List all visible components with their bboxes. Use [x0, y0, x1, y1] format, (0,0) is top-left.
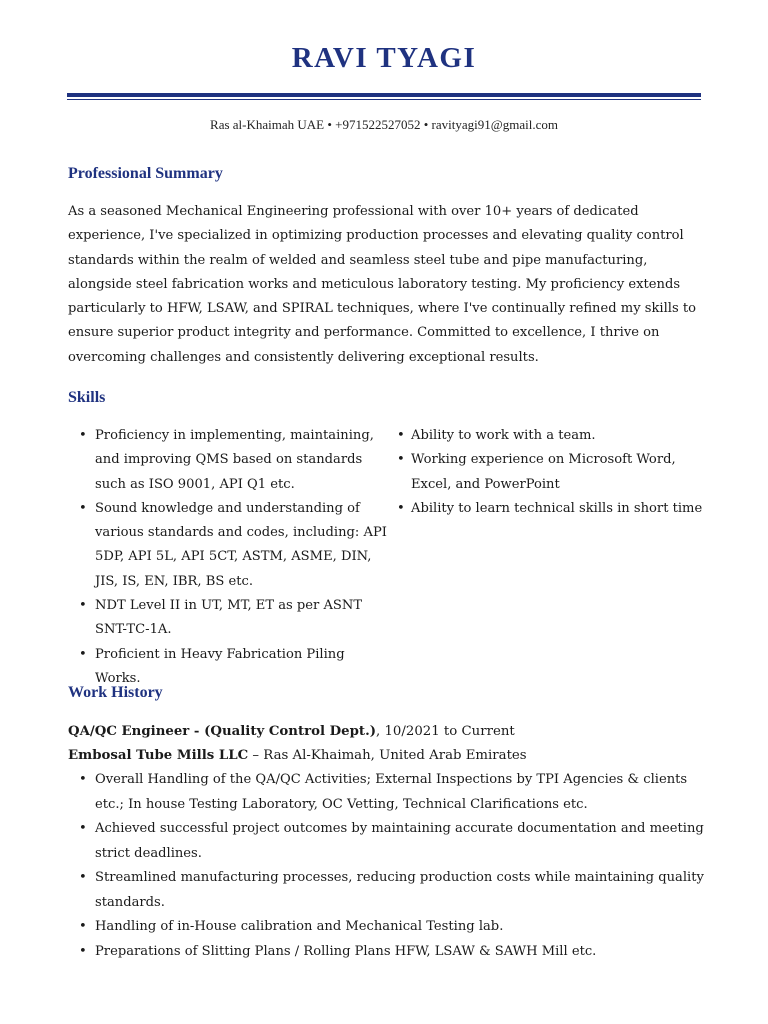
job-role: QA/QC Engineer - (Quality Control Dept.)	[68, 724, 376, 739]
skill-item: • NDT Level II in UT, MT, ET as per ASNT SNT-TC-1A.	[68, 594, 388, 643]
job-location: – Ras Al-Khaimah, United Arab Emirates	[248, 748, 527, 763]
skills-list-right	[385, 424, 715, 521]
summary-text: As a seasoned Mechanical Engineering professional with over 10+ years of dedicated experience, I've specialized in optimizing production processes and elevating quality control standards within the realm of welded and seamless steel tube and pipe manufacturing, alongside steel fabrication works and meticulous laboratory testing. My proficiency extends particularly to HFW, LSAW, and SPIRAL techniques, where I've continually refined my skills to ensure superior product integrity and performance. Committed to excellence, I thrive on overcoming challenges and consistently delivering exceptional results.	[68, 204, 696, 365]
bullet-icon: •	[79, 943, 87, 959]
skills-list-left	[68, 424, 388, 691]
bullet-icon: •	[397, 500, 405, 516]
skill-item: • Proficient in Heavy Fabrication Piling Works.	[68, 643, 388, 692]
bullet-icon: •	[79, 772, 87, 787]
job-duties-list	[68, 768, 708, 964]
job-dates: , 10/2021 to Current	[376, 724, 515, 739]
section-title-work-history: Work History	[68, 684, 163, 701]
bullet-icon: •	[79, 598, 87, 614]
bullet-icon: •	[79, 919, 87, 934]
skill-item: • Working experience on Microsoft Word, Excel, and PowerPoint	[385, 448, 715, 497]
skill-item: • Ability to work with a team.	[385, 424, 715, 448]
header-divider-thin	[67, 99, 701, 100]
bullet-icon: •	[79, 821, 87, 836]
job-duty-item: • Preparations of Slitting Plans / Rolling Plans HFW, LSAW & SAWH Mill etc.	[68, 940, 708, 965]
section-title-summary: Professional Summary	[68, 165, 223, 182]
header-divider-thick	[67, 93, 701, 97]
job-duty-item: • Handling of in-House calibration and Mechanical Testing lab.	[68, 915, 708, 940]
job-duty-item: • Overall Handling of the QA/QC Activities; External Inspections by TPI Agencies & clients etc.; In house Testing Laboratory, OC Vetting, Technical Clarifications etc.	[68, 768, 708, 817]
job-duty-item: • Achieved successful project outcomes by maintaining accurate documentation and meeting strict deadlines.	[68, 817, 708, 866]
contact-line: Ras al-Khaimah UAE • +971522527052 • ravityagi91@gmail.com	[210, 117, 558, 132]
skill-item: • Sound knowledge and understanding of various standards and codes, including: API 5DP, API 5L, API 5CT, ASTM, ASME, DIN, JIS, IS, EN, IBR, BS etc.	[68, 497, 388, 594]
bullet-icon: •	[397, 428, 405, 443]
bullet-icon: •	[79, 428, 87, 443]
job-duty-item: • Streamlined manufacturing processes, reducing production costs while maintaining quality standards.	[68, 866, 708, 915]
section-title-skills: Skills	[68, 389, 106, 406]
skill-item: • Proficiency in implementing, maintaining, and improving QMS based on standards such as ISO 9001, API Q1 etc.	[68, 424, 388, 497]
job-title-line	[68, 720, 515, 744]
job-company: Embosal Tube Mills LLC	[68, 748, 249, 763]
candidate-name: RAVI TYAGI	[291, 42, 477, 74]
bullet-icon: •	[79, 870, 87, 885]
bullet-icon: •	[79, 500, 87, 516]
job-company-line	[68, 744, 527, 768]
bullet-icon: •	[397, 452, 405, 468]
skill-item: • Ability to learn technical skills in short time	[385, 497, 715, 521]
bullet-icon: •	[79, 646, 87, 662]
